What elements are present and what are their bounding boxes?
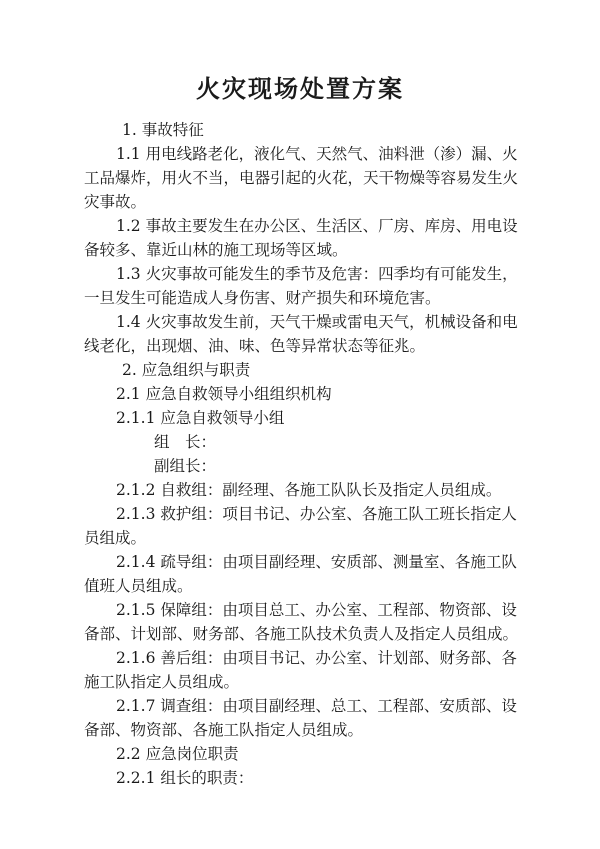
document-line: 工品爆炸，用火不当，电器引起的火花，天干物燥等容易发生火: [84, 169, 519, 187]
document-line: 值班人员组成。: [84, 577, 193, 595]
document-line: 2.1.5 保障组：由项目总工、办公室、工程部、物资部、设: [116, 601, 517, 619]
document-line: 施工队指定人员组成。: [84, 673, 240, 691]
document-line: 2.2.1 组长的职责：: [116, 769, 254, 787]
document-line: 2.1.4 疏导组：由项目副经理、安质部、测量室、各施工队: [116, 553, 517, 571]
document-line: 2.1.1 应急自救领导小组: [116, 409, 285, 427]
document-line: 员组成。: [84, 529, 147, 547]
document-line: 2.1.2 自救组：副经理、各施工队队长及指定人员组成。: [116, 481, 502, 499]
document-line: 2.1.7 调查组：由项目副经理、总工、工程部、安质部、设: [116, 697, 517, 715]
document-line: 备部、计划部、财务部、各施工队技术负责人及指定人员组成。: [84, 625, 519, 643]
document-line: 1.4 火灾事故发生前，天气干燥或雷电天气，机械设备和电: [116, 313, 518, 331]
document-title: 火灾现场处置方案: [196, 74, 404, 103]
document-line: 2.1.3 救护组：项目书记、办公室、各施工队工班长指定人: [116, 505, 517, 523]
document-line: 一旦发生可能造成人身伤害、财产损失和环境危害。: [84, 289, 441, 307]
document-line: 1.1 用电线路老化，液化气、天然气、油料泄（渗）漏、火: [116, 145, 518, 163]
document-line: 副组长：: [154, 457, 217, 475]
document-line: 2. 应急组织与职责: [122, 361, 251, 379]
document-body: [84, 118, 524, 790]
document-line: 线老化，出现烟、油、味、色等异常状态等征兆。: [84, 337, 426, 355]
document-line: 2.1 应急自救领导小组组织机构: [116, 385, 332, 403]
document-line: 1.3 火灾事故可能发生的季节及危害：四季均有可能发生，: [116, 265, 518, 283]
document-line: 备部、物资部、各施工队指定人员组成。: [84, 721, 364, 739]
document-line: 2.2 应急岗位职责: [116, 745, 239, 763]
document-line: 组 长：: [154, 433, 217, 451]
document-line: 灾事故。: [84, 193, 147, 211]
document-line: 2.1.6 善后组：由项目书记、办公室、计划部、财务部、各: [116, 649, 517, 667]
document-line: 1. 事故特征: [122, 121, 204, 139]
document-line: 1.2 事故主要发生在办公区、生活区、厂房、库房、用电设: [116, 217, 518, 235]
document-line: 备较多、靠近山林的施工现场等区域。: [84, 241, 348, 259]
